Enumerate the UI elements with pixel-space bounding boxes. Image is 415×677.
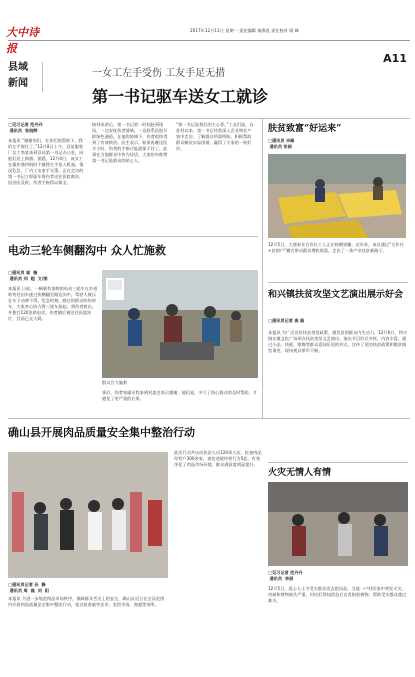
right-mid-title: 和兴镇扶贫攻坚文艺演出展示好会	[268, 290, 404, 300]
section-label-line2: 新闻	[8, 78, 28, 89]
right-mid-body: 本报讯 为广泛宣传扶贫攻坚政策，激发贫困群众内生动力，12月6日，和兴镇在镇文化广场举办扶贫攻坚文艺演出。演出节目形式多样，内容丰富，通过小品、快板、歌舞等群众喜闻乐见的形式，宣传了党的扶贫政策和脱贫典型事迹，现场观众掌声不断。	[268, 330, 408, 353]
lead-col2: 接到求助后，第一书记第一时间赶到现场，一边安抚伤者情绪，一边联系医院开辟绿色通道。在他的协调下，伤者很快得到了有效救治。医生表示，如果再晚送医半小时，伤者的手指可能就保不住了。此事在当地群众中传为佳话，大家纷纷称赞第一书记是群众的贴心人。	[92, 122, 168, 163]
date-line: 2017年12月11日 星期一 责任编辑 秦维选 责任校对 闻 峰	[190, 28, 299, 33]
story2-title: 电动三轮车侧翻沟中 众人忙施救	[8, 244, 166, 257]
page-number: A11	[383, 52, 407, 65]
story2-caption: 群众合力施救	[102, 380, 128, 385]
newspaper-logo: 大中诗报	[6, 26, 39, 55]
bottom-right-byline: □见习记者 范丹丹 通讯员 李丽	[268, 570, 303, 581]
drying-fruit-photo	[268, 154, 406, 238]
right-column-divider	[262, 118, 263, 418]
lead-col3: “第一书记是我们的主心骨。”工友们说，自驻村以来，第一书记经常深入企业和农户家中走访，了解群众所需所盼，积极帮助群众解决实际困难，赢得了大家的一致好评。	[176, 122, 254, 151]
top-right-caption: 12月5日，大唐果业合作社工人正在晾晒果脯。近年来，该县通过“合作社+贫困户”模式带动群众增收致富，走出了一条产业扶贫新路子。	[268, 242, 404, 253]
lead-rule	[8, 118, 410, 119]
story3-body1: 本报讯 为进一步规范肉品市场秩序，保障群众舌尖上的安全，确山县近日在全县范围内开展肉品质量安全集中整治行动，重点检查屠宰企业、农贸市场、商超等场所。	[8, 596, 165, 607]
story2-body2: 事后，伤者家属专程来到村委会表示感谢。他们说，多亏了热心群众的及时帮助，才避免了更严重的后果。	[102, 390, 257, 401]
masthead-divider	[8, 40, 410, 41]
story3-rule	[8, 418, 410, 419]
fire-relief-photo	[268, 482, 408, 566]
bottom-right-caption: 12月5日，爱心人士为受灾群众送去慰问品。当地一户村民家中突发火灾，房屋和财物损失严重，村民们得知消息后自发捐款捐物，帮助受灾群众渡过难关。	[268, 586, 407, 603]
story3-body2: 此次行动共出动执法人员120余人次，检查肉品经营户300余家，查处违规经营行为5起，有效净化了肉品市场环境，群众满意度明显提升。	[174, 450, 262, 467]
lead-byline: □见习记者 范丹丹 通讯员 张晓辉	[8, 122, 43, 133]
bottom-right-title: 火灾无情人有情	[268, 468, 332, 478]
story3-byline: □通讯员记者 孙 静 通讯员 周 磊 刘 阳	[8, 582, 49, 593]
right-mid-byline: □通讯员记者 高 磊	[268, 318, 305, 323]
story2-body: 本报讯 日前，一辆载有货物的电动三轮车在乡道转弯处因车速过快侧翻至路边沟中，驾驶人被压在车下动弹不得。危急时刻，路过的群众纷纷停车，大家齐心协力将三轮车抬起，将伤者救出，并拨打120急救电话，伤者随后被送往医院治疗，目前已无大碍。	[8, 286, 98, 321]
lead-headline: 第一书记驱车送女工就诊	[92, 87, 269, 106]
lead-kicker: 一女工左手受伤 工友手足无措	[92, 68, 226, 79]
story3-title: 确山县开展肉品质量安全集中整治行动	[8, 426, 195, 439]
story2-rule	[8, 236, 258, 237]
story2-byline: □通讯员 崔 楠 通讯员 刘 超 文/图	[8, 270, 48, 281]
tricycle-rescue-photo	[102, 270, 258, 378]
section-divider	[42, 62, 43, 92]
top-right-title: 肤贫致富“好运来”	[268, 124, 342, 134]
section-label-line1: 县域	[8, 62, 28, 73]
right-mid-rule	[268, 282, 408, 283]
lead-col1: 本报讯 “谢谢你们，在你们的帮助下，我的左手保住了。”12月8日上午，县某服装厂女工李某来到县局第一书记办公室，向他们送上锦旗。据悉，12月4日，该女工在操作缝纫机时不慎将左手卷入机器，情况危急，厂内工友束手无策。正在走访的第一书记立即驱车将伤者送往医院救治，因送医及时，伤者手指得以保全。	[8, 138, 84, 185]
top-right-byline: □通讯员 宋峰 通讯员 张丽	[268, 138, 295, 149]
meat-inspection-photo	[8, 452, 168, 578]
bottom-right-rule	[268, 462, 408, 463]
